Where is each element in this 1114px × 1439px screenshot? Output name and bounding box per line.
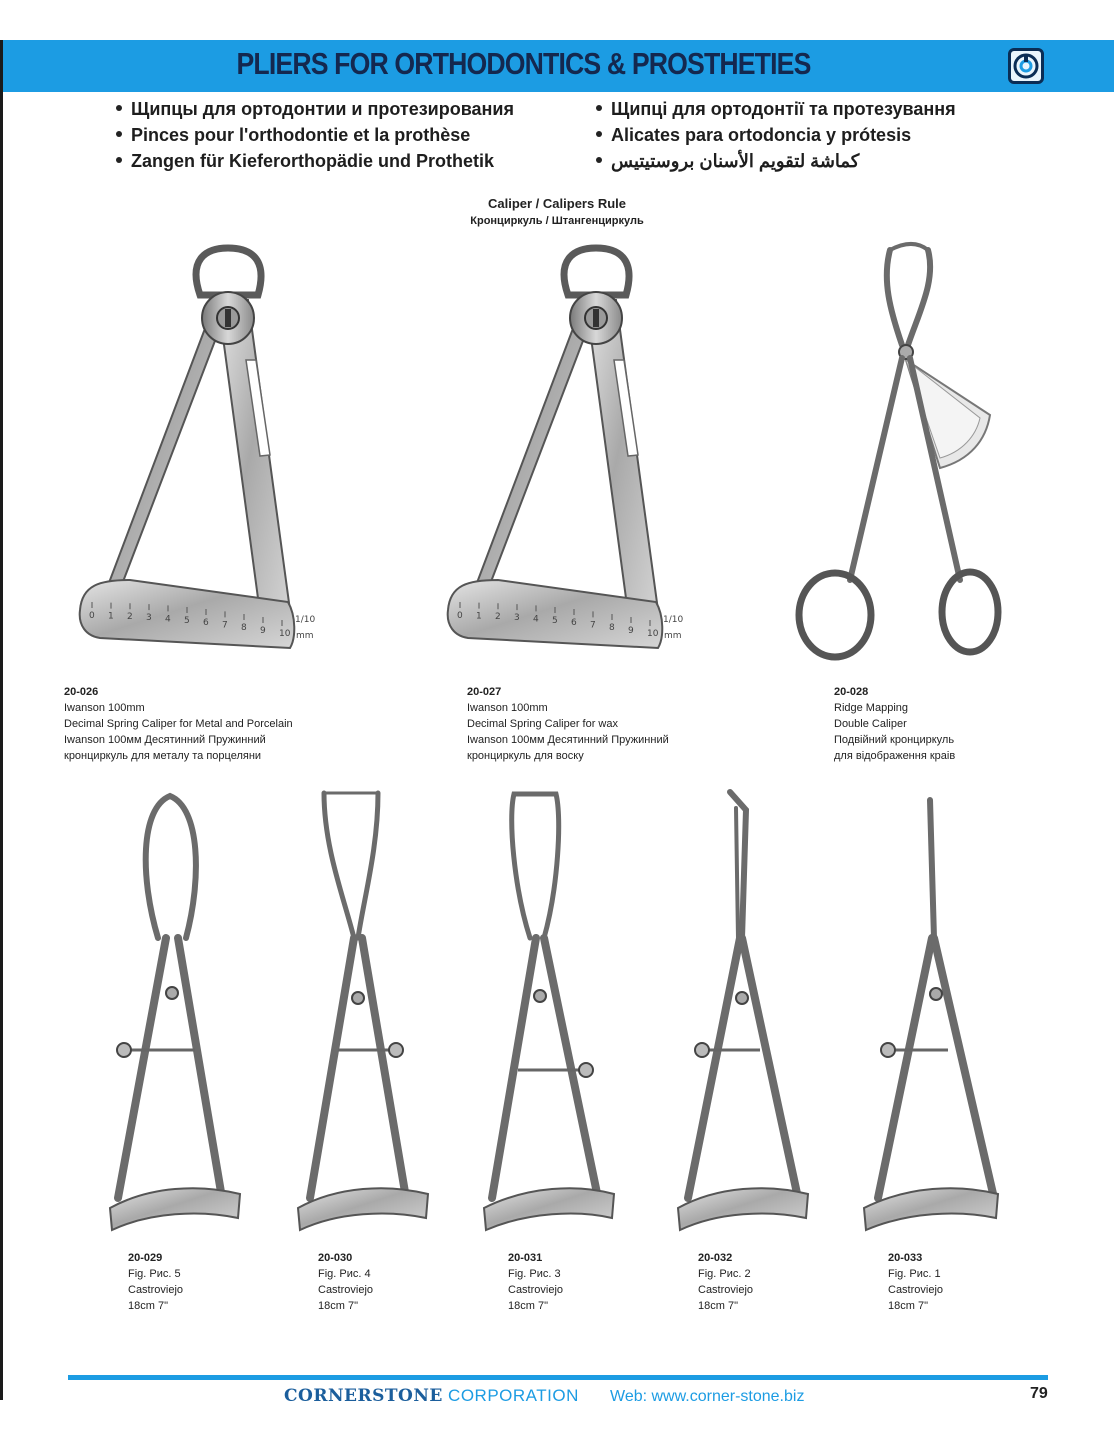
header-bar	[3, 40, 1114, 92]
footer-brand-bold: CORNERSTONE	[284, 1386, 443, 1406]
product-line: Iwanson 100мм Десятинний Пружинний	[64, 734, 266, 746]
product-caption	[834, 684, 955, 764]
product-line: 18cm 7"	[128, 1300, 168, 1312]
language-item-text: Alicates para ortodoncia y prótesis	[611, 125, 912, 145]
language-item-text: Щипці для ортодонтії та протезування	[611, 99, 956, 119]
cornerstone-logo-icon	[1008, 48, 1044, 84]
scale-tick-label: 3	[146, 613, 152, 624]
product-line: 18cm 7"	[698, 1300, 738, 1312]
language-list-right	[596, 96, 956, 174]
scale-tick-label: 4	[165, 614, 171, 625]
product-line: Double Caliper	[834, 718, 907, 730]
castroviejo-caliper-fig2-image	[668, 788, 818, 1238]
section-title: Caliper / Calipers Rule	[488, 196, 626, 211]
product-caption	[888, 1250, 943, 1314]
product-line: Ridge Mapping	[834, 702, 908, 714]
scale-fraction-label: 1/10	[663, 615, 684, 625]
product-line: Castroviejo	[698, 1284, 754, 1296]
scale-tick-label: 3	[514, 613, 520, 624]
scale-tick-label: 10	[647, 629, 659, 639]
scale-tick-label: 1	[108, 611, 114, 622]
scale-tick-label: 10	[279, 629, 291, 639]
product-line: Fig. Рис. 1	[888, 1268, 941, 1280]
language-list-left	[116, 96, 514, 174]
product-line: Fig. Рис. 2	[698, 1268, 751, 1280]
language-item	[596, 148, 956, 174]
page-number: 79	[1030, 1385, 1048, 1402]
scale-tick-label: 0	[89, 611, 95, 621]
product-caption	[508, 1250, 563, 1314]
product-line: Castroviejo	[508, 1284, 564, 1296]
product-code: 20-026	[64, 686, 99, 698]
product-line: для відображення краів	[834, 750, 956, 762]
language-item-text: Щипцы для ортодонтии и протезирования	[131, 99, 515, 119]
iwanson-caliper-metal-image	[70, 240, 390, 660]
product-line: Castroviejo	[128, 1284, 184, 1296]
product-line: Iwanson 100mm	[64, 702, 145, 714]
scale-unit-label: mm	[664, 631, 682, 641]
page-frame-left	[0, 40, 3, 1400]
scale-tick-label: 8	[241, 623, 247, 634]
ridge-mapping-double-caliper-image	[790, 240, 1020, 665]
product-code: 20-029	[128, 1252, 163, 1264]
scale-tick-label: 9	[628, 625, 634, 636]
language-item-text: Pinces pour l'orthodontie et la prothèse	[131, 125, 471, 145]
product-line: 18cm 7"	[318, 1300, 358, 1312]
product-code: 20-032	[698, 1252, 733, 1264]
product-code: 20-031	[508, 1252, 543, 1264]
product-line: Castroviejo	[888, 1284, 944, 1296]
section-subtitle: Кронциркуль / Штангенциркуль	[470, 215, 644, 227]
scale-fraction-label: 1/10	[295, 615, 316, 625]
scale-tick-label: 1	[476, 611, 482, 622]
scale-tick-label: 6	[571, 617, 577, 628]
product-code: 20-028	[834, 686, 869, 698]
product-line: Castroviejo	[318, 1284, 374, 1296]
product-caption	[128, 1250, 183, 1314]
castroviejo-caliper-fig3-image	[478, 788, 628, 1238]
castroviejo-caliper-fig4-image	[288, 788, 438, 1238]
castroviejo-caliper-fig5-image	[100, 788, 250, 1238]
scale-tick-label: 8	[609, 623, 615, 634]
product-line: Decimal Spring Caliper for Metal and Porcelain	[64, 718, 293, 730]
scale-tick-label: 7	[222, 620, 228, 631]
footer-divider	[68, 1375, 1048, 1380]
language-item-text: Zangen für Kieferorthopädie und Prothetik	[131, 151, 495, 171]
product-code: 20-030	[318, 1252, 353, 1264]
product-line: Fig. Рис. 3	[508, 1268, 561, 1280]
product-line: Iwanson 100мм Десятинний Пружинний	[467, 734, 669, 746]
product-line: кронциркуль для воску	[467, 750, 584, 762]
scale-tick-label: 6	[203, 617, 209, 628]
language-item	[116, 148, 514, 174]
page-title: PLIERS FOR ORTHODONTICS & PROSTHETIES	[236, 46, 811, 81]
castroviejo-caliper-fig1-image	[858, 788, 1008, 1238]
scale-tick-label: 5	[552, 616, 558, 626]
footer-web-link[interactable]: Web: www.corner-stone.biz	[610, 1388, 805, 1405]
product-line: Iwanson 100mm	[467, 702, 548, 714]
product-caption	[467, 684, 669, 764]
product-code: 20-027	[467, 686, 502, 698]
scale-tick-label: 2	[127, 612, 133, 623]
product-line: Decimal Spring Caliper for wax	[467, 718, 618, 730]
language-item	[596, 96, 956, 122]
footer-brand	[284, 1386, 579, 1406]
iwanson-caliper-wax-image	[438, 240, 758, 660]
scale-tick-label: 5	[184, 616, 190, 626]
language-item	[116, 122, 514, 148]
scale-tick-label: 4	[533, 614, 539, 625]
language-item	[116, 96, 514, 122]
footer-brand-light: CORPORATION	[442, 1386, 579, 1405]
scale-tick-label: 7	[590, 620, 596, 631]
product-caption	[318, 1250, 373, 1314]
product-line: Подвійний кронциркуль	[834, 734, 955, 746]
scale-tick-label: 2	[495, 612, 501, 623]
product-line: Fig. Рис. 5	[128, 1268, 181, 1280]
scale-tick-label: 9	[260, 625, 266, 636]
scale-unit-label: mm	[296, 631, 314, 641]
product-caption	[698, 1250, 753, 1314]
language-item-text: كماشة لتقويم الأسنان بروستيتيس	[611, 151, 860, 171]
product-code: 20-033	[888, 1252, 923, 1264]
product-line: 18cm 7"	[508, 1300, 548, 1312]
scale-tick-label: 0	[457, 611, 463, 621]
product-line: 18cm 7"	[888, 1300, 928, 1312]
product-line: Fig. Рис. 4	[318, 1268, 371, 1280]
language-item	[596, 122, 956, 148]
product-line: кронциркуль для металу та порцеляни	[64, 750, 262, 762]
product-caption	[64, 684, 293, 764]
